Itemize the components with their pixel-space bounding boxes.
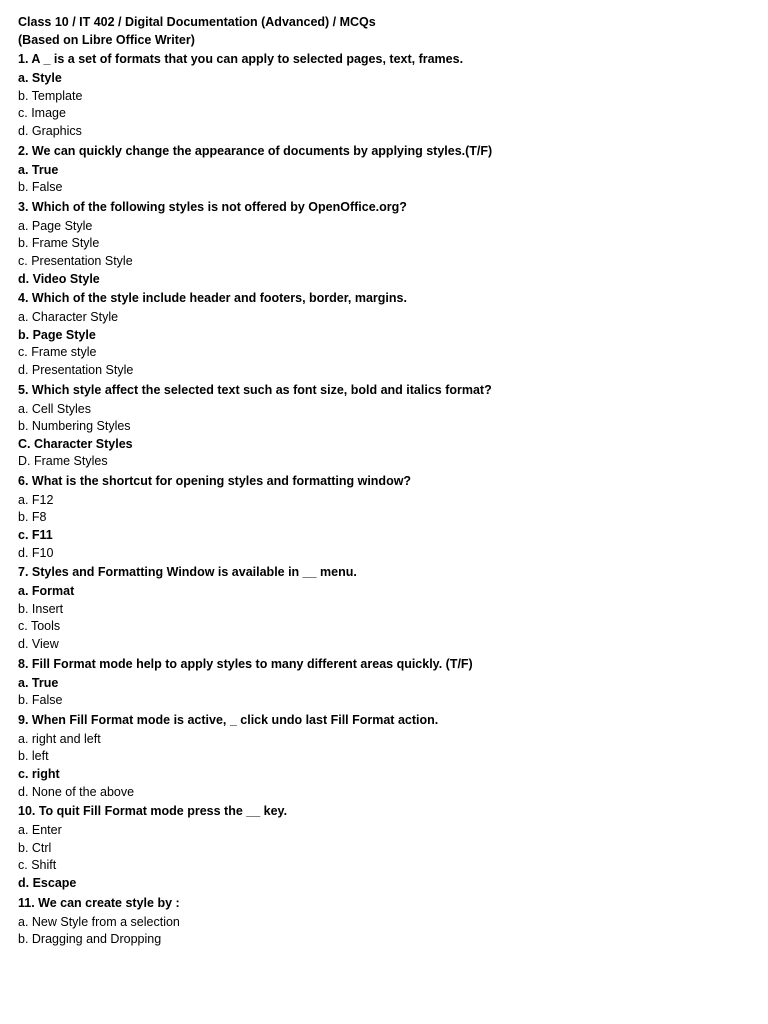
answer-option: D. Frame Styles bbox=[18, 454, 108, 469]
answer-option: c. Shift bbox=[18, 858, 57, 873]
question-list bbox=[18, 49, 758, 949]
answer-option: a. New Style from a selection bbox=[18, 914, 180, 929]
answer-option: b. Dragging and Dropping bbox=[18, 932, 162, 947]
question-3: 3. Which of the following styles is not offered by OpenOffice.org? bbox=[18, 199, 407, 214]
question-2: 2. We can quickly change the appearance of documents by applying styles.(T/F) bbox=[18, 143, 493, 158]
answer-option: a. Page Style bbox=[18, 218, 93, 233]
answer-option-correct: a. True bbox=[18, 675, 59, 690]
answer-option: b. False bbox=[18, 180, 63, 195]
answer-option: b. False bbox=[18, 693, 63, 708]
question-6: 6. What is the shortcut for opening styles and formatting window? bbox=[18, 473, 412, 488]
answer-option: b. Frame Style bbox=[18, 236, 100, 251]
answer-option-correct: d. Video Style bbox=[18, 271, 100, 286]
answer-option: d. View bbox=[18, 637, 59, 652]
answer-option-correct: b. Page Style bbox=[18, 327, 96, 342]
answer-option-correct: a. Format bbox=[18, 584, 75, 599]
answer-option: b. Template bbox=[18, 88, 83, 103]
question-1: 1. A _ is a set of formats that you can apply to selected pages, text, frames. bbox=[18, 52, 464, 67]
answer-option: a. Enter bbox=[18, 823, 62, 838]
question-10: 10. To quit Fill Format mode press the __ key. bbox=[18, 804, 288, 819]
answer-option-correct: C. Character Styles bbox=[18, 436, 133, 451]
answer-option: a. right and left bbox=[18, 731, 101, 746]
answer-option-correct: a. Style bbox=[18, 71, 62, 86]
answer-option: d. F10 bbox=[18, 545, 54, 560]
question-7: 7. Styles and Formatting Window is available in __ menu. bbox=[18, 565, 357, 580]
answer-option: b. Insert bbox=[18, 601, 64, 616]
question-11: 11. We can create style by : bbox=[18, 895, 180, 910]
answer-option-correct: d. Escape bbox=[18, 875, 77, 890]
answer-option: b. Numbering Styles bbox=[18, 419, 131, 434]
answer-option: a. Cell Styles bbox=[18, 401, 91, 416]
answer-option: b. F8 bbox=[18, 510, 47, 525]
document-page bbox=[18, 14, 758, 949]
question-5: 5. Which style affect the selected text such as font size, bold and italics format? bbox=[18, 382, 492, 397]
answer-option: c. Presentation Style bbox=[18, 253, 133, 268]
answer-option-correct: c. right bbox=[18, 767, 60, 781]
answer-option: a. Character Style bbox=[18, 310, 119, 325]
question-9: 9. When Fill Format mode is active, _ click undo last Fill Format action. bbox=[18, 712, 439, 727]
question-8: 8. Fill Format mode help to apply styles to many different areas quickly. (T/F) bbox=[18, 656, 473, 671]
document-title: Class 10 / IT 402 / Digital Documentation (Advanced) / MCQs bbox=[18, 15, 376, 29]
answer-option: a. F12 bbox=[18, 492, 54, 507]
answer-option: d. Graphics bbox=[18, 123, 82, 138]
answer-option: c. Frame style bbox=[18, 345, 97, 360]
answer-option-correct: a. True bbox=[18, 162, 59, 177]
answer-option: c. Tools bbox=[18, 619, 61, 634]
answer-option: c. Image bbox=[18, 106, 66, 121]
answer-option: d. None of the above bbox=[18, 784, 135, 799]
question-4: 4. Which of the style include header and footers, border, margins. bbox=[18, 291, 407, 306]
answer-option-correct: c. F11 bbox=[18, 528, 53, 543]
answer-option: b. left bbox=[18, 749, 49, 764]
answer-option: b. Ctrl bbox=[18, 840, 52, 855]
document-subtitle: (Based on Libre Office Writer) bbox=[18, 32, 195, 47]
answer-option: d. Presentation Style bbox=[18, 362, 134, 377]
